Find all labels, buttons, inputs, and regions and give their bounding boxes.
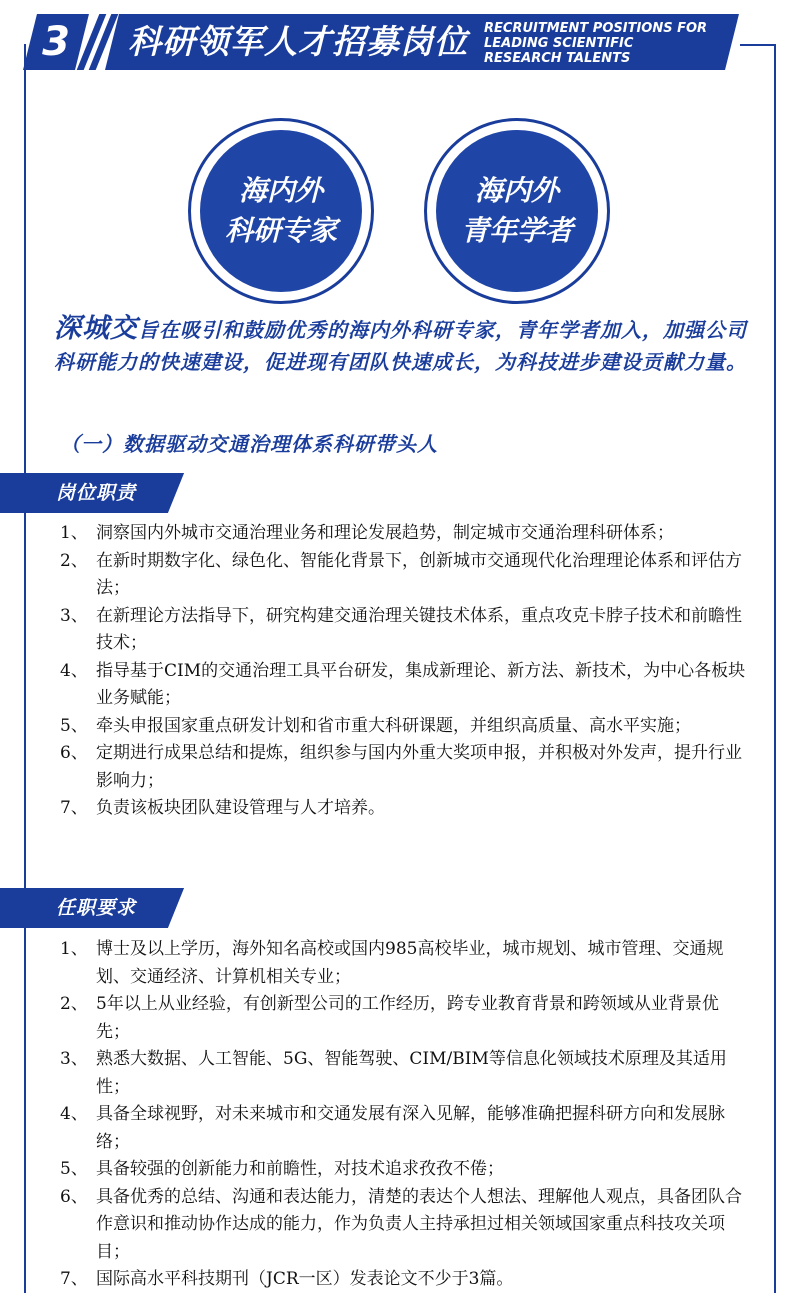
- intro-paragraph: [54, 313, 754, 378]
- requirements-list: [60, 936, 750, 1294]
- list-item: [60, 603, 750, 658]
- item-text: 定期进行成果总结和提炼，组织参与国内外重大奖项申报，并积极对外发声，提升行业影响力；: [96, 743, 742, 791]
- item-number: 3、: [60, 605, 88, 626]
- item-text: 熟悉大数据、人工智能、5G、智能驾驶、CIM/BIM等信息化领域技术原理及其适用性；: [96, 1049, 727, 1097]
- item-text: 在新理论方法指导下，研究构建交通治理关键技术体系，重点攻克卡脖子技术和前瞻性技术；: [96, 605, 742, 653]
- circle-line-1: 海内外: [238, 174, 323, 207]
- list-item: [60, 1266, 750, 1294]
- requirements-label: 任职要求: [56, 897, 137, 919]
- circle-line-1: 海内外: [474, 174, 559, 207]
- item-number: 2、: [60, 994, 88, 1014]
- item-text: 具备全球视野，对未来城市和交通发展有深入见解，能够准确把握科研方向和发展脉络；: [96, 1104, 725, 1152]
- item-text: 牵头申报国家重点研发计划和省市重大科研课题，并组织高质量、高水平实施；: [96, 715, 691, 736]
- position-title: （一）数据驱动交通治理体系科研带头人: [60, 432, 438, 456]
- intro-text: 旨在吸引和鼓励优秀的海内外科研专家，青年学者加入，加强公司科研能力的快速建设，促进现有团队快速成长，为科技进步建设贡献力量。: [54, 318, 747, 374]
- item-number: 5、: [60, 1159, 88, 1179]
- item-number: 6、: [60, 743, 88, 763]
- item-text: 具备较强的创新能力和前瞻性，对技术追求孜孜不倦；: [96, 1159, 504, 1179]
- item-number: 6、: [60, 1186, 88, 1207]
- section-number: 3: [42, 19, 70, 65]
- list-item: [60, 1184, 750, 1267]
- item-number: 7、: [60, 798, 88, 818]
- item-text: 具备优秀的总结、沟通和表达能力，清楚的表达个人想法、理解他人观点，具备团队合作意识和推动协作达成的能力，作为负责人主持承担过相关领域国家重点科技攻关项目；: [96, 1186, 742, 1262]
- item-text: 博士及以上学历，海外知名高校或国内985高校毕业，城市规划、城市管理、交通规划、交通经济、计算机相关专业；: [96, 939, 724, 987]
- list-item: [60, 936, 750, 991]
- frame-left-line: [24, 44, 26, 1293]
- requirements-tag: [0, 888, 200, 928]
- duties-tag: [0, 473, 200, 513]
- page-title-english: RECRUITMENT POSITIONS FOR LEADING SCIENTIFIC RESEARCH TALENTS: [484, 21, 708, 66]
- item-text: 负责该板块团队建设管理与人才培养。: [96, 798, 385, 818]
- section-header: [0, 0, 800, 80]
- item-number: 2、: [60, 550, 88, 571]
- item-number: 1、: [60, 523, 88, 543]
- item-number: 1、: [60, 939, 88, 959]
- item-number: 7、: [60, 1269, 88, 1289]
- circle-line-2: 科研专家: [224, 214, 337, 247]
- list-item: [60, 991, 750, 1046]
- item-text: 5年以上从业经验，有创新型公司的工作经历，跨专业教育背景和跨领域从业背景优先；: [96, 994, 719, 1042]
- list-item: [60, 1156, 750, 1184]
- item-text: 指导基于CIM的交通治理工具平台研发，集成新理论、新方法、新技术，为中心各板块业务赋能；: [96, 660, 746, 708]
- list-item: [60, 740, 750, 795]
- list-item: [60, 795, 750, 823]
- circle-line-2: 青年学者: [460, 214, 573, 247]
- item-number: 4、: [60, 1104, 88, 1124]
- list-item: [60, 658, 750, 713]
- item-text: 洞察国内外城市交通治理业务和理论发展趋势，制定城市交通治理科研体系；: [96, 523, 674, 543]
- item-number: 5、: [60, 715, 88, 736]
- list-item: [60, 520, 750, 548]
- list-item: [60, 713, 750, 741]
- item-number: 3、: [60, 1049, 88, 1069]
- item-text: 在新时期数字化、绿色化、智能化背景下，创新城市交通现代化治理理论体系和评估方法；: [96, 550, 742, 598]
- duties-label: 岗位职责: [56, 482, 137, 504]
- list-item: [60, 1046, 750, 1101]
- frame-right-line: [774, 44, 776, 1293]
- list-item: [60, 548, 750, 603]
- page-title: 科研领军人才招募岗位: [128, 22, 468, 61]
- circle-badge-young-scholars: [424, 118, 610, 304]
- intro-brand: 深城交: [54, 313, 138, 344]
- item-number: 4、: [60, 660, 88, 681]
- duties-list: [60, 520, 750, 823]
- circle-badge-experts: [188, 118, 374, 304]
- list-item: [60, 1101, 750, 1156]
- item-text: 国际高水平科技期刊（JCR一区）发表论文不少于3篇。: [96, 1269, 514, 1289]
